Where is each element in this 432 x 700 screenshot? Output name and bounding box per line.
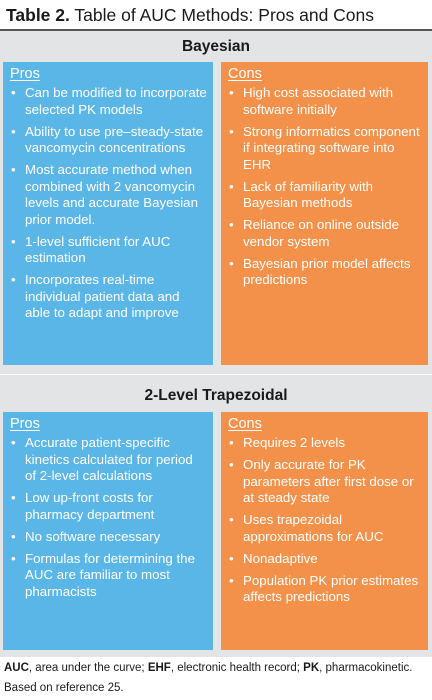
abbr-auc: AUC	[4, 662, 29, 674]
pros-list	[10, 435, 207, 600]
list-item: • Strong informatics component if integrating software into EHR	[228, 124, 422, 174]
list-item: • Requires 2 levels	[228, 435, 422, 452]
list-item: • Reliance on online outside vendor system	[228, 217, 422, 250]
list-item: • Bayesian prior model affects predictions	[228, 256, 422, 289]
list-item: • Most accurate method when combined with 2 vancomycin levels and accurate Bayesian prior model.	[10, 162, 207, 228]
cons-list	[228, 435, 422, 606]
cons-column	[221, 412, 428, 650]
list-item: • Formulas for determining the AUC are familiar to most pharmacists	[10, 551, 207, 601]
list-item: • No software necessary	[10, 529, 207, 546]
pros-column	[3, 412, 213, 650]
reference-footnote: Based on reference 25.	[4, 682, 124, 694]
section-title: 2-Level Trapezoidal	[144, 387, 288, 404]
pros-heading: Pros	[10, 416, 40, 432]
cons-list	[228, 85, 422, 289]
section-trapezoidal	[0, 374, 432, 657]
list-item: • High cost associated with software initially	[228, 85, 422, 118]
list-item: • Only accurate for PK parameters after first dose or at steady state	[228, 457, 422, 507]
list-item: • Uses trapezoidal approximations for AUC	[228, 512, 422, 545]
section-title: Bayesian	[181, 38, 251, 55]
cons-column	[221, 62, 428, 365]
cons-heading: Cons	[228, 416, 262, 432]
table-label: Table 2.	[6, 5, 70, 25]
table-title-text: Table of AUC Methods: Pros and Cons	[74, 5, 375, 25]
list-item: • Low up-front costs for pharmacy department	[10, 490, 207, 523]
list-item: • Nonadaptive	[228, 551, 422, 568]
list-item: • Population PK prior estimates affects predictions	[228, 573, 422, 606]
abbr-pk: PK	[303, 662, 320, 674]
def-auc: , area under the curve;	[28, 662, 148, 674]
def-ehr: , electronic health record;	[170, 662, 304, 674]
abbr-ehr: EHF	[147, 662, 171, 674]
def-pk: , pharmacokinetic.	[319, 662, 413, 674]
list-item: • Incorporates real-time individual patient data and able to adapt and improve	[10, 272, 207, 322]
cons-heading: Cons	[228, 66, 262, 82]
pros-list	[10, 85, 207, 322]
pros-column	[3, 62, 213, 365]
list-item: • Accurate patient-specific kinetics calculated for period of 2-level calculations	[10, 435, 207, 485]
table-title	[6, 4, 374, 26]
section-bayesian	[0, 31, 432, 374]
list-item: • Can be modified to incorporate selected PK models	[10, 85, 207, 118]
abbreviations-footnote	[4, 661, 412, 675]
list-item: • Lack of familiarity with Bayesian methods	[228, 179, 422, 212]
list-item: • Ability to use pre–steady-state vancomycin concentrations	[10, 124, 207, 157]
list-item: • 1-level sufficient for AUC estimation	[10, 234, 207, 267]
pros-heading: Pros	[10, 66, 40, 82]
